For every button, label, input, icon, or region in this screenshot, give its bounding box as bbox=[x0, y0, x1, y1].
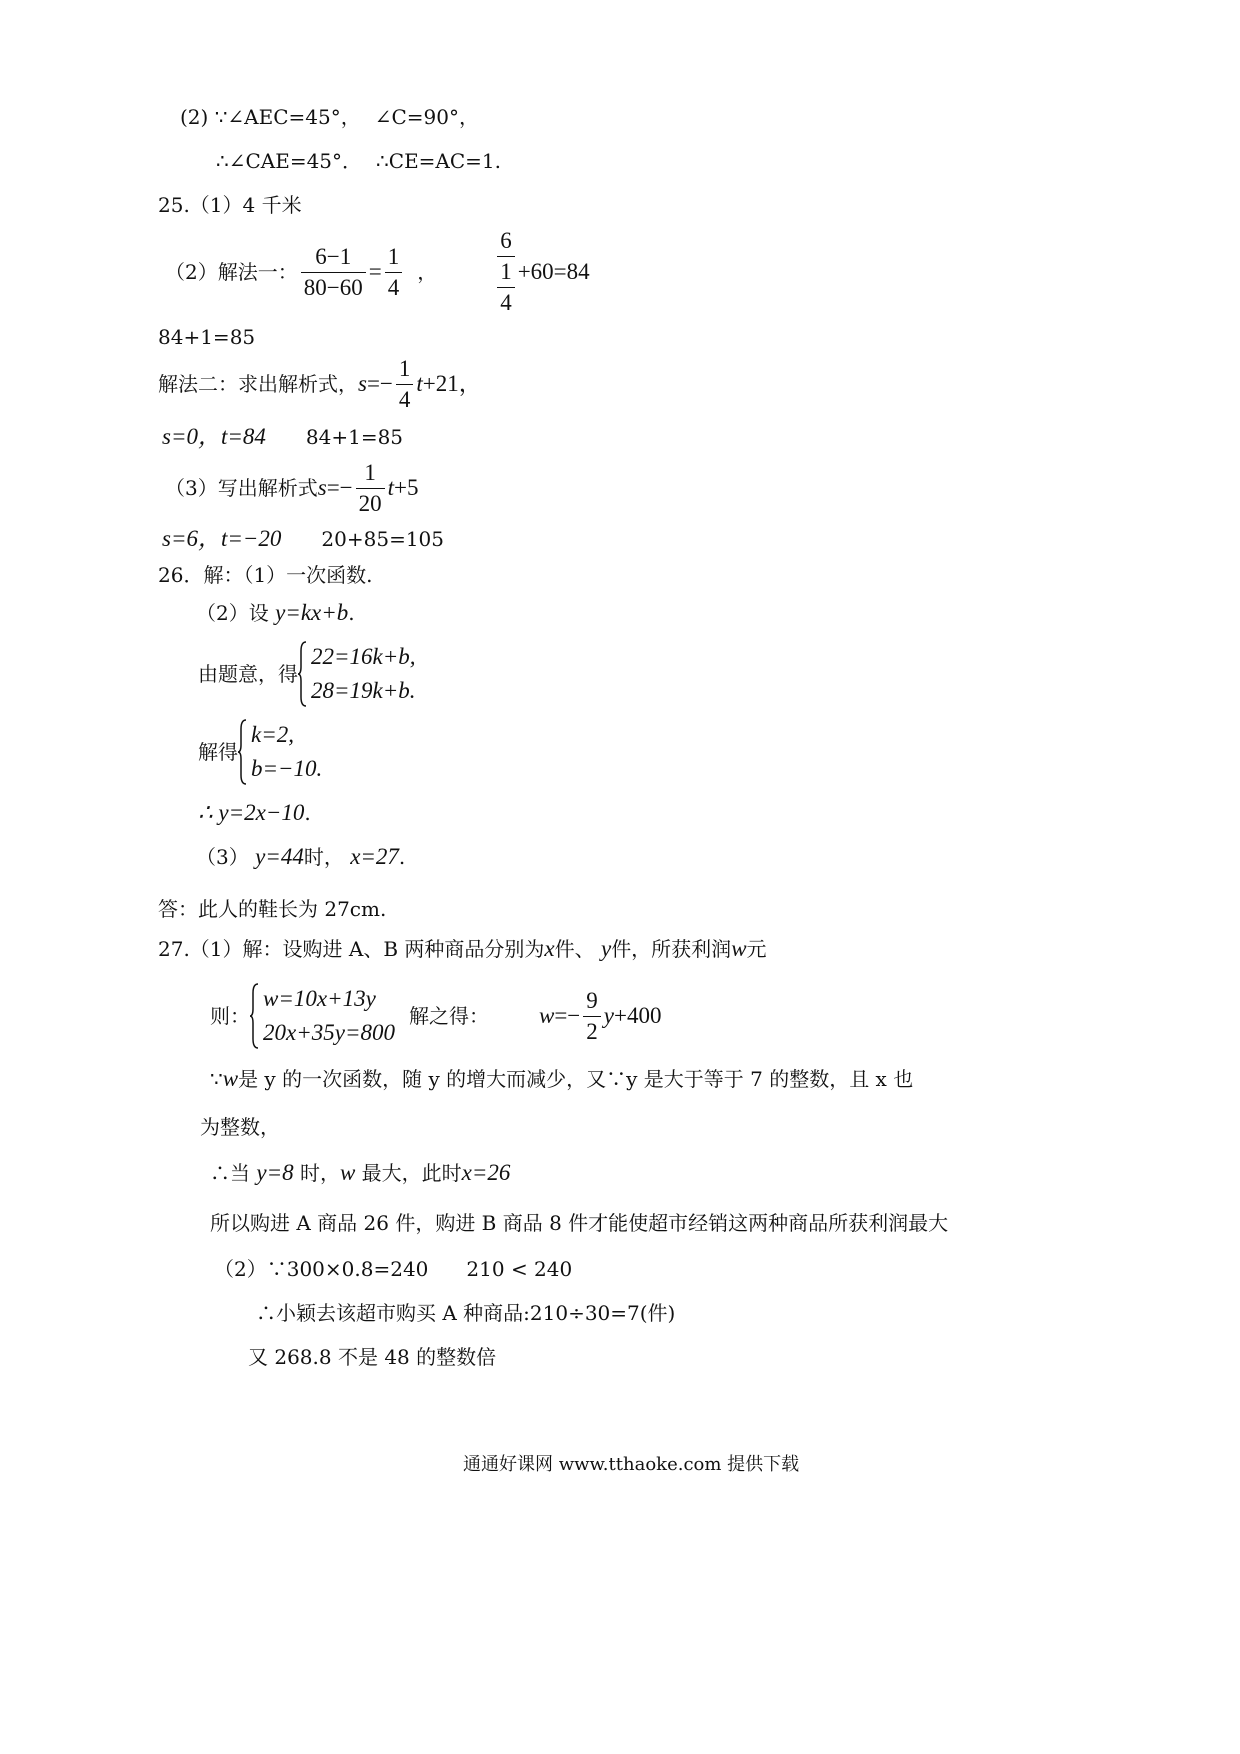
line-q24-2-a: (2) ∵∠AEC=45°， ∠C=90°， bbox=[180, 105, 480, 129]
footer-source: 通通好课网 www.tthaoke.com 提供下载 bbox=[463, 1454, 800, 1475]
line-q27-1: 27.（1）解：设购进 A、B 两种商品分别为x件、 y件，所获利润w元 bbox=[158, 936, 767, 961]
line-84-1: 84+1=85 bbox=[158, 325, 256, 349]
line-q25-2: （2）解法一： $\frac{6-1}{80-60}$ = $\frac{1}{4}$ ， $\frac{6}{\frac{1}{4}}$ +60=84 bbox=[165, 232, 590, 312]
line-s0: s=0，t=84 84+1=85 bbox=[162, 424, 404, 449]
line-q27-buy: ∴小颖去该超市购买 A 种商品:210÷30=7(件) bbox=[256, 1301, 676, 1325]
line-q27-max: ∴当 y=8 时，w 最大，此时x=26 bbox=[210, 1160, 511, 1185]
line-s6: s=6，t=−20 20+85=105 bbox=[162, 526, 444, 551]
brace-icon bbox=[298, 641, 307, 707]
equation-system: w=10x+13y 20x+35y=800 bbox=[250, 982, 395, 1050]
line-method-2: 解法二：求出解析式， s =− $\frac{1}{4}$ t +21， bbox=[158, 352, 482, 416]
line-q27-conclusion: 所以购进 A 商品 26 件，购进 B 商品 8 件才能使超市经销这两种商品所获利润最大 bbox=[210, 1211, 949, 1235]
fraction: $\frac{1}{4}$ bbox=[396, 354, 414, 415]
line-q26-2: （2）设 y=kx+b. bbox=[196, 600, 355, 625]
line-q26-answer: 答：此人的鞋长为 27cm. bbox=[158, 897, 387, 921]
line-q26-system1: 由题意，得 22=16k+b, 28=19k+b. bbox=[198, 638, 416, 710]
line-q25-3: （3）写出解析式 s =− $\frac{1}{20}$ t +5 bbox=[165, 456, 419, 520]
line-q27-2: （2）∵300×0.8=240 210 < 240 bbox=[214, 1257, 573, 1281]
line-q26-system2: 解得 k=2, b=−10. bbox=[198, 716, 322, 788]
line-q26-1: 26．解：（1）一次函数. bbox=[158, 563, 373, 587]
line-q25-1: 25.（1）4 千米 bbox=[158, 193, 302, 217]
equation-system: k=2, b=−10. bbox=[238, 718, 322, 786]
compound-fraction: $\frac{6}{\frac{1}{4}}$ bbox=[497, 226, 515, 318]
brace-icon bbox=[250, 983, 259, 1049]
line-q27-reason: ∵w是 y 的一次函数，随 y 的增大而减少，又∵y 是大于等于 7 的整数，且 x 也 bbox=[210, 1066, 914, 1091]
line-q26-result: ∴ y=2x−10. bbox=[198, 800, 311, 825]
line-q27-not-multiple: 又 268.8 不是 48 的整数倍 bbox=[248, 1345, 497, 1369]
fraction: $\frac{1}{4}$ bbox=[385, 242, 403, 303]
line-q27-integer: 为整数， bbox=[200, 1115, 280, 1139]
line-q26-3: （3） y=44时， x=27. bbox=[196, 844, 406, 869]
brace-icon bbox=[238, 719, 247, 785]
fraction: $\frac{9}{2}$ bbox=[583, 986, 601, 1047]
fraction: $\frac{1}{20}$ bbox=[356, 458, 385, 519]
fraction: $\frac{6-1}{80-60}$ bbox=[301, 242, 366, 303]
line-q24-2-b: ∴∠CAE=45°． ∴CE=AC=1. bbox=[216, 149, 502, 173]
line-q27-system: 则： w=10x+13y 20x+35y=800 解之得： w =− $\frac{9}{2}$ y +400 bbox=[210, 978, 661, 1054]
equation-system: 22=16k+b, 28=19k+b. bbox=[298, 640, 416, 708]
